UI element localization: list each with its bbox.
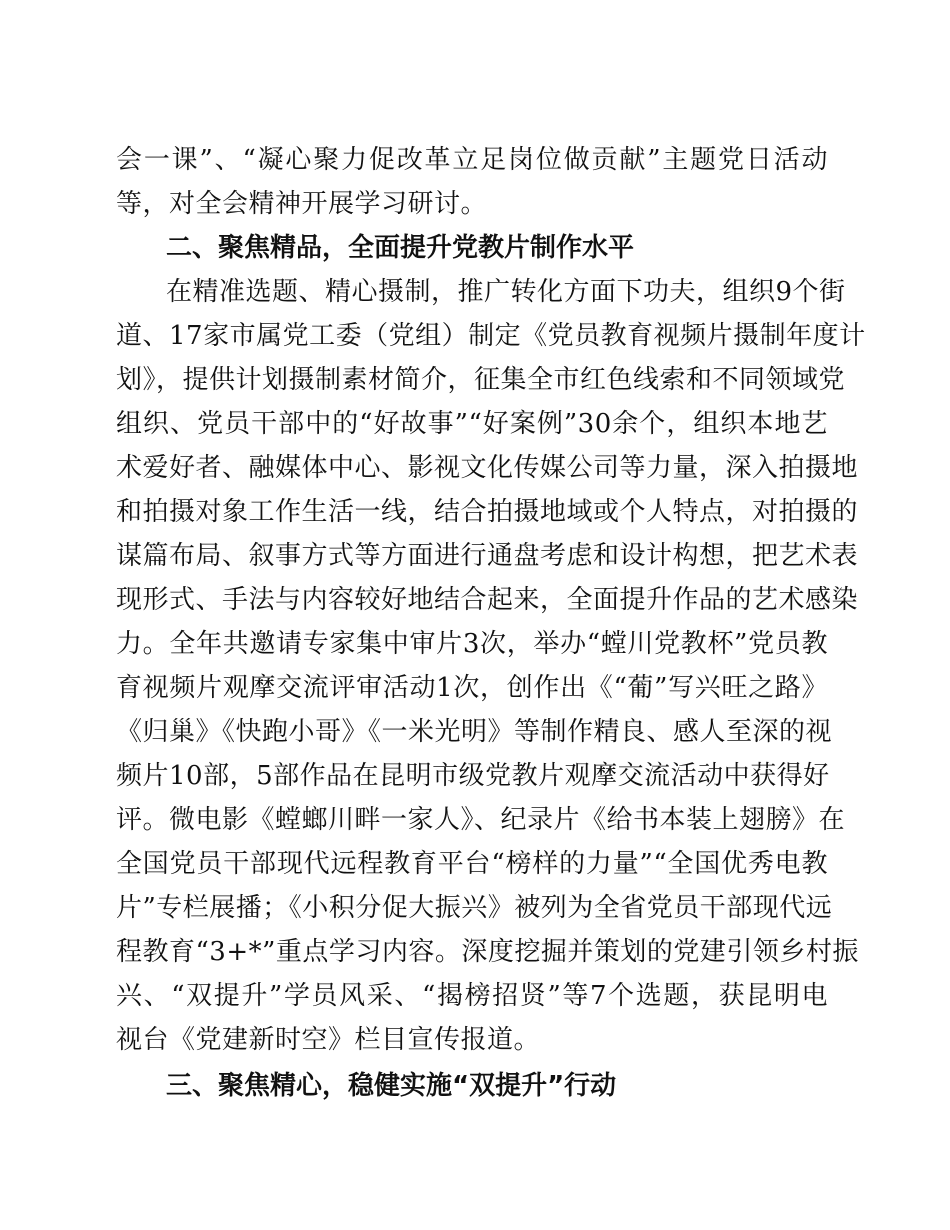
paragraph-line: 育视频片观摩交流评审活动1次，创作出《“葡”写兴旺之路》 xyxy=(116,673,828,703)
section-heading-2: 二、聚焦精品，全面提升党教片制作水平 xyxy=(166,233,635,263)
paragraph-line: 视台《党建新时空》栏目宣传报道。 xyxy=(116,1025,541,1055)
paragraph-line: 评。微电影《螳螂川畔一家人》、纪录片《给书本装上翅膀》在 xyxy=(116,805,846,835)
paragraph-line: 划》，提供计划摄制素材简介，征集全市红色线索和不同领域党 xyxy=(116,365,846,395)
paragraph-line: 在精准选题、精心摄制，推广转化方面下功夫，组织9个街 xyxy=(166,277,846,307)
paragraph-line: 程教育“3+*”重点学习内容。深度挖掘并策划的党建引领乡村振 xyxy=(116,937,859,967)
paragraph-line: 现形式、手法与内容较好地结合起来，全面提升作品的艺术感染 xyxy=(116,585,859,615)
paragraph-line: 和拍摄对象工作生活一线，结合拍摄地域或个人特点，对拍摄的 xyxy=(116,497,859,527)
paragraph-line: 频片10部，5部作品在昆明市级党教片观摩交流活动中获得好 xyxy=(116,761,830,791)
paragraph-line: 谋篇布局、叙事方式等方面进行通盘考虑和设计构想，把艺术表 xyxy=(116,541,859,571)
section-heading-3: 三、聚焦精心，稳健实施“双提升”行动 xyxy=(166,1071,617,1101)
paragraph-line: 等，对全会精神开展学习研讨。 xyxy=(116,189,488,219)
paragraph-line: 道、17家市属党工委（党组）制定《党员教育视频片摄制年度计 xyxy=(116,321,866,351)
paragraph-line: 兴、“双提升”学员风采、“揭榜招贤”等7个选题，获昆明电 xyxy=(116,981,828,1011)
paragraph-line: 会一课”、“凝心聚力促改革立足岗位做贡献”主题党日活动 xyxy=(116,145,828,175)
paragraph-line: 全国党员干部现代远程教育平台“榜样的力量”“全国优秀电教 xyxy=(116,849,828,879)
paragraph-line: 片”专栏展播；《小积分促大振兴》被列为全省党员干部现代远 xyxy=(116,893,833,923)
paragraph-line: 术爱好者、融媒体中心、影视文化传媒公司等力量，深入拍摄地 xyxy=(116,453,859,483)
paragraph-line: 组织、党员干部中的“好故事”“好案例”30余个，组织本地艺 xyxy=(116,409,828,439)
paragraph-line: 力。全年共邀请专家集中审片3次，举办“螳川党教杯”党员教 xyxy=(116,629,828,659)
paragraph-line: 《归巢》《快跑小哥》《一米光明》等制作精良、感人至深的视 xyxy=(116,717,833,747)
